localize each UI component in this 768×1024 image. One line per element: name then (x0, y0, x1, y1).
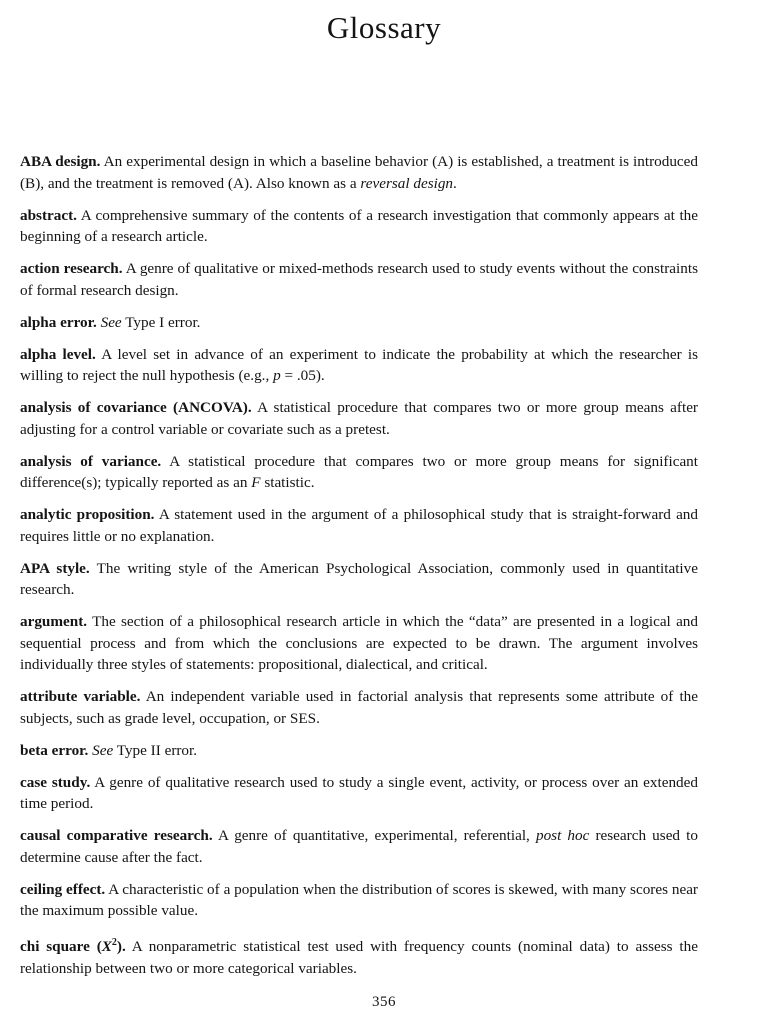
glossary-entry (20, 740, 698, 762)
glossary-entry (20, 151, 698, 194)
glossary-term: alpha error. (20, 313, 97, 331)
glossary-entry (20, 205, 698, 248)
glossary-entry (20, 611, 698, 676)
glossary-definition: See Type II error. (92, 741, 198, 759)
glossary-term: argument. (20, 613, 88, 630)
glossary-definition: A comprehensive summary of the contents of a research investigation that commonly appears at the beginning of a research article. (20, 206, 698, 245)
glossary-definition: A statistical procedure that compares two or more group means for significant difference(s); typically reported as an F statistic. (20, 452, 699, 491)
glossary-term: ceiling effect. (20, 880, 106, 898)
glossary-term: beta error. (20, 741, 89, 759)
glossary-term: analytic proposition. (20, 506, 155, 523)
glossary-entry (20, 312, 698, 334)
glossary-definition: A level set in advance of an experiment to indicate the probability at which the researcher is willing to reject the null hypothesis (e.g., p = .05). (20, 345, 698, 384)
glossary-entry (20, 344, 698, 387)
glossary-entry (20, 772, 698, 815)
glossary-definition: A genre of qualitative research used to study a single event, activity, or process over an extended time period. (20, 773, 698, 812)
glossary-definition: A characteristic of a population when the distribution of scores is skewed, with many scores near the maximum possible value. (20, 880, 698, 919)
glossary-entry (20, 397, 698, 440)
glossary-entry (20, 825, 698, 868)
glossary-entry (20, 879, 698, 922)
glossary-entry (20, 504, 698, 547)
glossary-entry (20, 451, 698, 494)
glossary-term: analysis of covariance (ANCOVA). (20, 399, 252, 416)
glossary-term: chi square ( (20, 938, 102, 956)
glossary-definition: A genre of quantitative, experimental, referential, post hoc research used to determine cause after the fact. (20, 827, 698, 866)
glossary-entry (20, 258, 698, 301)
page-title: Glossary (326, 10, 442, 45)
glossary-term: action research. (20, 260, 123, 277)
glossary-entry (20, 686, 698, 729)
glossary-term: case study. (20, 773, 91, 791)
glossary-term: abstract. (20, 206, 77, 224)
glossary-term: analysis of variance. (20, 452, 162, 470)
glossary-entry (20, 932, 698, 979)
glossary-definition: The section of a philosophical research article in which the “data” are presented in a logical and sequential process and from which the conclusions are expected to be drawn. The argument involves individually three styles of statements: propositional, dialectical, and critical. (20, 613, 698, 673)
glossary-definition: See Type I error. (100, 313, 201, 331)
glossary-definition: A statistical procedure that compares two or more group means after adjusting for a control variable or covariate such as a pretest. (20, 399, 698, 438)
glossary-definition: A statement used in the argument of a philosophical study that is straight-forward and requires little or no explanation. (20, 506, 698, 545)
glossary-entry (20, 558, 698, 601)
glossary-term: attribute variable. (20, 688, 141, 705)
glossary-term: ABA design. (20, 153, 101, 170)
glossary-term: alpha level. (20, 345, 96, 363)
glossary-term: APA style. (20, 559, 90, 577)
glossary-definition: An experimental design in which a baseline behavior (A) is established, a treatment is introduced (B), and the treatment is removed (A). Also known as a reversal design. (20, 153, 698, 192)
glossary-definition: A genre of qualitative or mixed-methods research used to study events without the constraints of formal research design. (20, 260, 698, 299)
glossary-definition: $X^2$). A nonparametric statistical test used with frequency counts (nominal data) to assess the relationship between two or more categorical variables. (20, 937, 698, 977)
glossary-entries (20, 151, 698, 990)
page-number: 356 (372, 994, 396, 1010)
glossary-definition: The writing style of the American Psychological Association, commonly used in quantitative research. (20, 559, 698, 598)
glossary-term: causal comparative research. (20, 827, 213, 844)
glossary-definition: An independent variable used in factorial analysis that represents some attribute of the subjects, such as grade level, occupation, or SES. (20, 688, 698, 727)
